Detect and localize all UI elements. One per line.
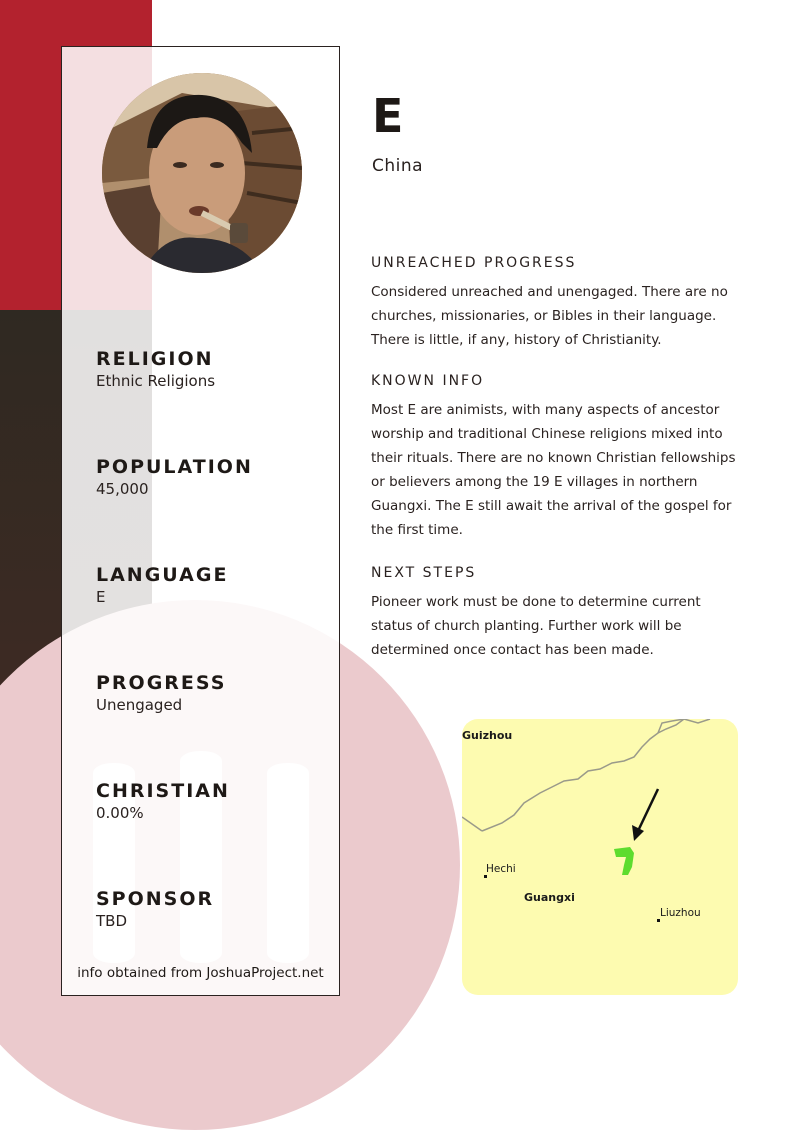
source-footer: info obtained from JoshuaProject.net (77, 965, 324, 981)
progress-value: Unengaged (96, 696, 183, 714)
next-steps-heading: NEXT STEPS (371, 565, 477, 581)
pointer-arrow (638, 789, 658, 831)
christian-label: CHRISTIAN (96, 780, 230, 802)
people-group-title: E (372, 89, 404, 143)
progress-label: PROGRESS (96, 672, 227, 694)
unreached-progress-section (371, 254, 741, 352)
language-field (96, 563, 228, 607)
province-border (462, 817, 482, 831)
next-steps-text: Pioneer work must be done to determine current status of church planting. Further work will be determined once contact has been made. (371, 594, 701, 658)
portrait-photo (102, 73, 302, 273)
religion-label: RELIGION (96, 348, 214, 370)
religion-value: Ethnic Religions (96, 372, 216, 390)
unreached-progress-text: Considered unreached and unengaged. There are no churches, missionaries, or Bibles in their language. There is little, if any, history of Christianity. (371, 284, 728, 348)
profile-card (61, 46, 340, 996)
population-value: 45,000 (96, 480, 149, 498)
city-dot-hechi (484, 875, 487, 878)
population-field (96, 455, 253, 499)
next-steps-section (371, 564, 741, 662)
christian-field (96, 779, 230, 823)
sponsor-label: SPONSOR (96, 888, 215, 910)
city-dot-liuzhou (657, 919, 660, 922)
language-value: E (96, 588, 106, 606)
sponsor-field (96, 887, 214, 931)
unreached-progress-heading: UNREACHED PROGRESS (371, 255, 577, 271)
map-label-liuzhou: Liuzhou (660, 907, 701, 919)
religion-field (96, 347, 215, 391)
map-label-hechi: Hechi (486, 863, 516, 875)
decorative-pillar (267, 763, 309, 963)
known-info-text: Most E are animists, with many aspects of ancestor worship and traditional Chinese religions mixed into their rituals. There are no known Christian fellowships or believers among the 19 E villages in northern Guangxi. The E still await the arrival of the gospel for the first time. (371, 402, 736, 538)
progress-field (96, 671, 226, 715)
population-label: POPULATION (96, 456, 253, 478)
location-map (462, 719, 738, 995)
province-border (658, 719, 710, 733)
map-label-guizhou: Guizhou (462, 729, 513, 742)
pointer-arrowhead (632, 825, 644, 841)
known-info-section (371, 372, 741, 542)
e-region-shape (614, 847, 634, 875)
country-subtitle: China (372, 156, 424, 176)
christian-value: 0.00% (96, 804, 144, 822)
map-label-guangxi: Guangxi (524, 891, 575, 904)
language-label: LANGUAGE (96, 564, 229, 586)
sponsor-value: TBD (96, 912, 128, 930)
known-info-heading: KNOWN INFO (371, 373, 485, 389)
province-border (482, 719, 684, 831)
